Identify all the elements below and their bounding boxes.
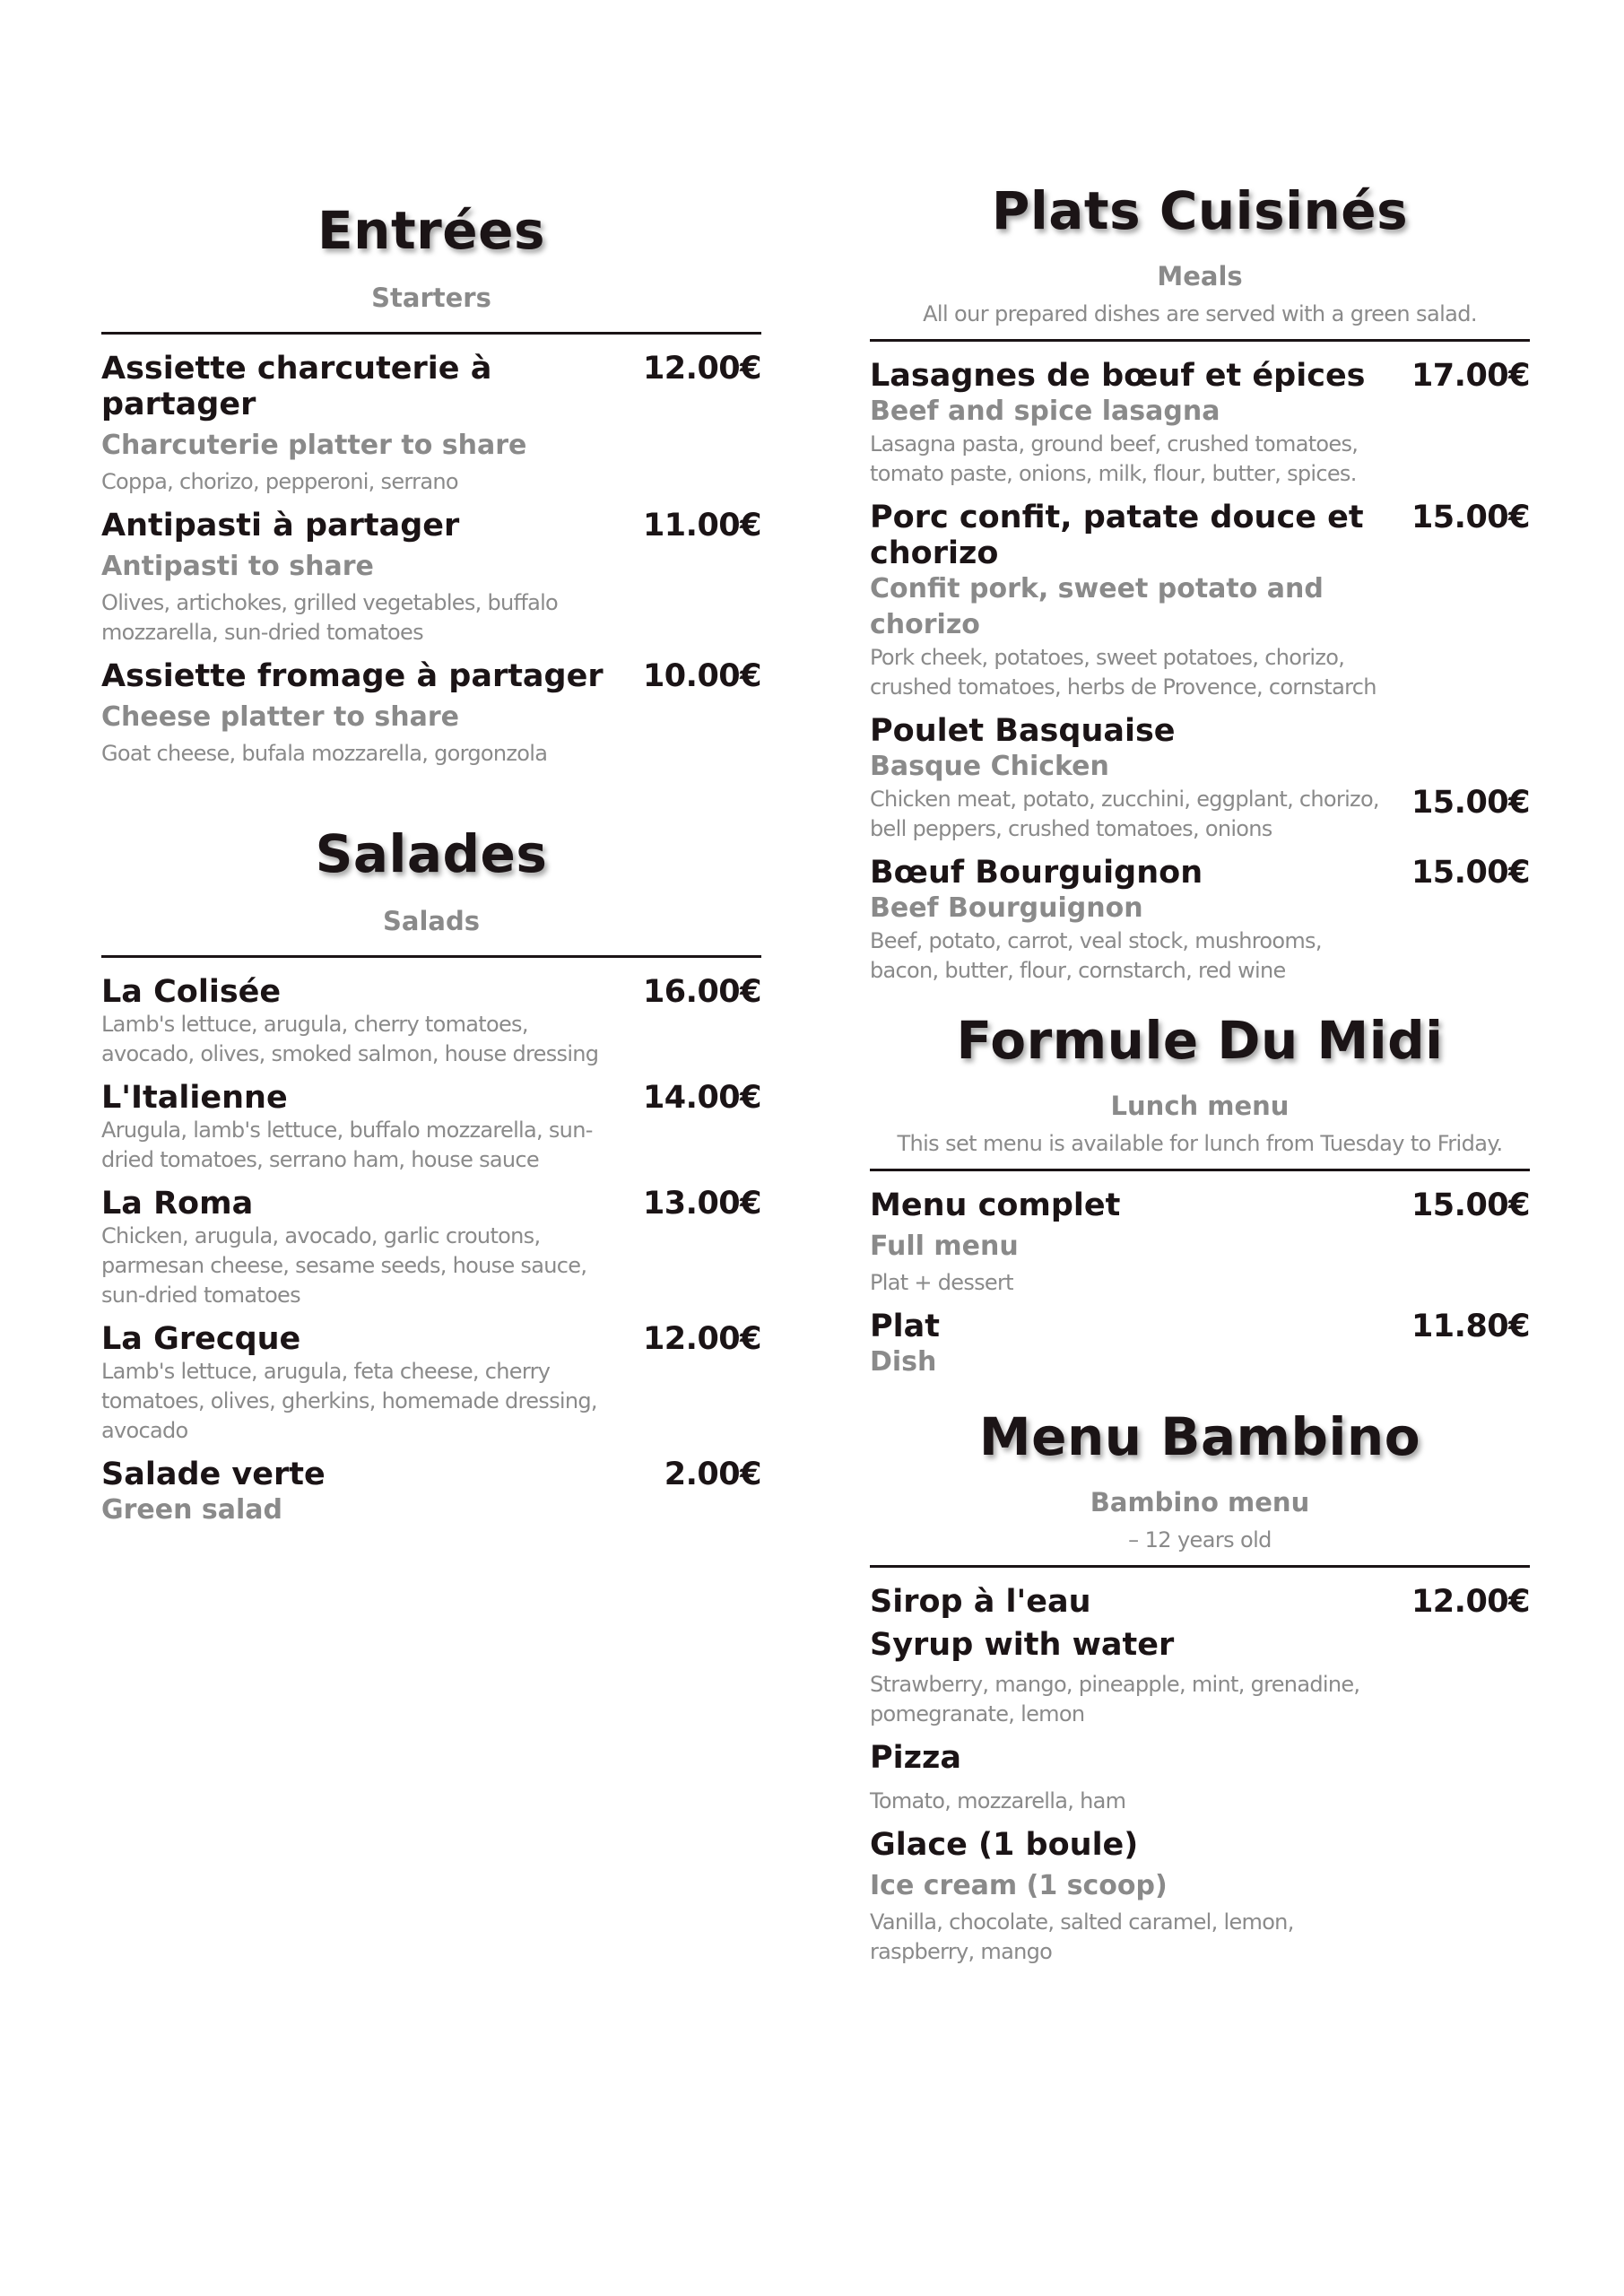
section-title: Salades	[315, 823, 548, 884]
item-translation: Syrup with water	[870, 1627, 1175, 1663]
item-price: 12.00€	[642, 351, 761, 387]
item-description: Pork cheek, potatoes, sweet potatoes, chorizo, crushed tomatoes, herbs de Provence, cornstarch	[870, 645, 1376, 700]
item-name: Poulet Basquaise	[870, 713, 1176, 749]
item-name: L'Italienne	[101, 1080, 288, 1116]
item-name: La Roma	[101, 1186, 254, 1222]
menu-item	[101, 1321, 761, 1446]
menu-item	[101, 351, 761, 497]
section-plats	[870, 179, 1530, 986]
menu-item	[101, 1457, 761, 1528]
item-price: 15.00€	[1411, 500, 1530, 535]
item-translation: Green salad	[101, 1494, 283, 1526]
item-translation: Antipasti to share	[101, 551, 374, 582]
section-note: – 12 years old	[1128, 1527, 1272, 1552]
item-description: Lasagna pasta, ground beef, crushed tomatoes, tomato paste, onions, milk, flour, butter, spices.	[870, 431, 1359, 486]
item-description: Coppa, chorizo, pepperoni, serrano	[101, 469, 458, 494]
item-price: 11.80€	[1411, 1309, 1530, 1344]
menu-item	[870, 1584, 1530, 1729]
menu-item	[870, 358, 1530, 489]
item-translation: Confit pork, sweet potato and chorizo	[870, 573, 1324, 640]
item-price: 15.00€	[1411, 785, 1530, 821]
section-entrees	[101, 199, 761, 769]
item-translation: Cheese platter to share	[101, 701, 459, 733]
item-name: Assiette charcuterie à partager	[101, 351, 492, 422]
item-price: 12.00€	[642, 1321, 761, 1357]
item-price: 10.00€	[642, 658, 761, 694]
item-name: Salade verte	[101, 1457, 326, 1492]
section-title: Plats Cuisinés	[991, 180, 1409, 241]
item-description: Tomato, mozzarella, ham	[870, 1788, 1126, 1813]
section-subtitle: Starters	[371, 283, 491, 313]
menu-item	[870, 1827, 1530, 1967]
section-note: All our prepared dishes are served with a green salad.	[923, 301, 1477, 326]
item-description: Olives, artichokes, grilled vegetables, buffalo mozzarella, sun-dried tomatoes	[101, 590, 559, 645]
item-translation: Beef and spice lasagna	[870, 396, 1220, 427]
item-name: Glace (1 boule)	[870, 1827, 1139, 1863]
item-name: Sirop à l'eau	[870, 1584, 1091, 1620]
item-name: Menu complet	[870, 1187, 1121, 1223]
section-divider	[870, 339, 1530, 342]
item-description: Chicken meat, potato, zucchini, eggplant, chorizo, bell peppers, crushed tomatoes, onions	[870, 787, 1379, 841]
right-column	[870, 179, 1530, 2030]
item-description: Chicken, arugula, avocado, garlic croutons, parmesan cheese, sesame seeds, house sauce, sun-dried tomatoes	[101, 1223, 587, 1308]
item-price: 16.00€	[642, 974, 761, 1010]
item-name: Pizza	[870, 1740, 962, 1776]
section-subtitle: Bambino menu	[1090, 1487, 1310, 1518]
section-divider	[101, 955, 761, 958]
section-subtitle: Meals	[1157, 261, 1243, 291]
section-subtitle: Lunch menu	[1110, 1091, 1290, 1121]
item-name: La Grecque	[101, 1321, 301, 1357]
menu-item	[101, 508, 761, 648]
menu-item	[870, 1309, 1530, 1380]
menu-item	[870, 1187, 1530, 1298]
left-column	[101, 199, 761, 1591]
item-translation: Dish	[870, 1346, 937, 1378]
item-price: 11.00€	[642, 508, 761, 544]
menu-item	[870, 713, 1530, 844]
item-description: Lamb's lettuce, arugula, cherry tomatoes, avocado, olives, smoked salmon, house dressing	[101, 1012, 599, 1066]
item-price: 17.00€	[1411, 358, 1530, 394]
item-description: Beef, potato, carrot, veal stock, mushrooms, bacon, butter, flour, cornstarch, red wine	[870, 928, 1322, 983]
section-divider	[101, 332, 761, 335]
item-price: 15.00€	[1411, 855, 1530, 891]
section-salades	[101, 822, 761, 1528]
menu-item	[101, 1186, 761, 1310]
section-divider	[870, 1169, 1530, 1171]
item-description: Goat cheese, bufala mozzarella, gorgonzola	[101, 741, 548, 766]
section-note: This set menu is available for lunch from Tuesday to Friday.	[897, 1131, 1503, 1156]
item-description: Strawberry, mango, pineapple, mint, grenadine, pomegranate, lemon	[870, 1672, 1360, 1726]
section-title: Menu Bambino	[978, 1406, 1421, 1467]
item-name: Antipasti à partager	[101, 508, 460, 544]
item-price: 13.00€	[642, 1186, 761, 1222]
item-translation: Ice cream (1 scoop)	[870, 1870, 1168, 1901]
item-description: Vanilla, chocolate, salted caramel, lemon, raspberry, mango	[870, 1909, 1294, 1964]
menu-item	[870, 1740, 1530, 1816]
item-name: Assiette fromage à partager	[101, 658, 604, 694]
section-formule	[870, 1009, 1530, 1380]
item-description: Arugula, lamb's lettuce, buffalo mozzarella, sun-dried tomatoes, serrano ham, house sauce	[101, 1118, 593, 1172]
menu-item	[101, 974, 761, 1069]
section-title: Entrées	[317, 200, 545, 261]
item-name: Lasagnes de bœuf et épices	[870, 358, 1366, 394]
section-divider	[870, 1565, 1530, 1568]
item-description: Lamb's lettuce, arugula, feta cheese, cherry tomatoes, olives, gherkins, homemade dressing, avocado	[101, 1359, 597, 1443]
item-price: 12.00€	[1411, 1584, 1530, 1620]
item-name: Porc confit, patate douce et chorizo	[870, 500, 1364, 571]
section-subtitle: Salads	[383, 906, 480, 936]
item-price: 15.00€	[1411, 1187, 1530, 1223]
item-price: 14.00€	[642, 1080, 761, 1116]
item-description: Plat + dessert	[870, 1270, 1013, 1295]
menu-item	[870, 500, 1530, 702]
section-title: Formule Du Midi	[956, 1010, 1444, 1071]
item-name: Bœuf Bourguignon	[870, 855, 1203, 891]
menu-item	[870, 855, 1530, 986]
item-price: 2.00€	[664, 1457, 761, 1492]
section-bambino	[870, 1405, 1530, 1967]
item-name: La Colisée	[101, 974, 282, 1010]
menu-item	[101, 1080, 761, 1175]
item-translation: Basque Chicken	[870, 751, 1109, 782]
menu-item	[101, 658, 761, 769]
item-translation: Full menu	[870, 1231, 1019, 1262]
item-translation: Beef Bourguignon	[870, 892, 1143, 924]
item-name: Plat	[870, 1309, 940, 1344]
item-translation: Charcuterie platter to share	[101, 430, 527, 461]
